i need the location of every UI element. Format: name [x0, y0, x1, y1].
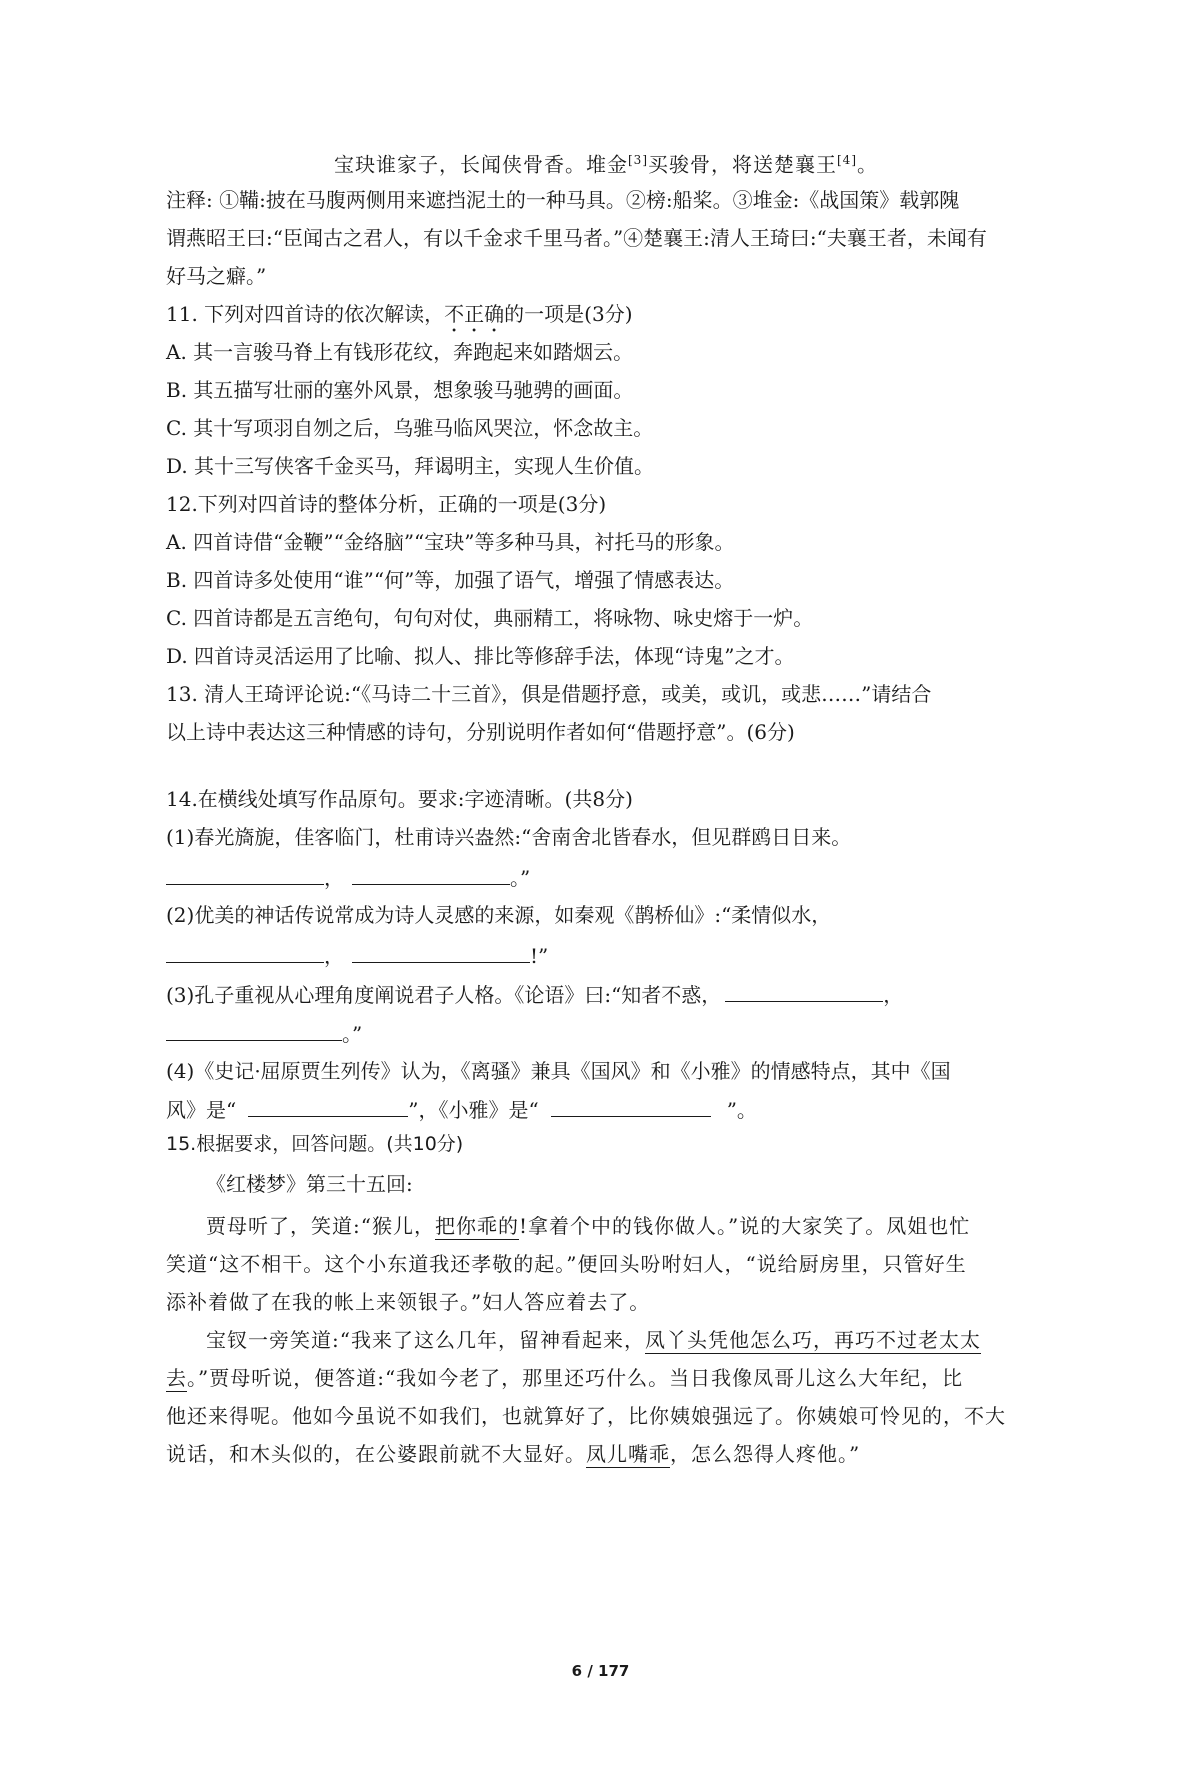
answer-blank[interactable]: [551, 1094, 711, 1117]
answer-blank[interactable]: [166, 1018, 342, 1041]
answer-blank[interactable]: [248, 1094, 408, 1117]
q14-part-1: (1)春光旖旎，佳客临门，杜甫诗兴盎然:“舍南舍北皆春水，但见群鸥日日来。: [166, 825, 852, 849]
answer-blank[interactable]: [352, 862, 510, 885]
page-number: 6 / 177: [571, 1662, 630, 1680]
answer-blank[interactable]: [352, 940, 530, 963]
q14-part-2: (2)优美的神话传说常成为诗人灵感的来源，如秦观《鹊桥仙》:“柔情似水，: [166, 903, 832, 927]
q12-option-d: D. 四首诗灵活运用了比喻、拟人、排比等修辞手法，体现“诗鬼”之才。: [166, 644, 795, 668]
q11-option-d: D. 其十三写侠客千金买马，拜谒明主，实现人生价值。: [166, 454, 655, 478]
q14-part-3-blanks: 。”: [166, 1018, 1046, 1048]
q15-para2-line-3: 他还来得呢。他如今虽说不如我们，也就算好了，比你姨娘强远了。你姨娘可怜见的，不大: [166, 1404, 1006, 1428]
q14-stem: 14.在横线处填写作品原句。要求:字迹清晰。(共8分): [166, 787, 633, 811]
q14-part-4-blanks: 风》是“ ”，《小雅》是“ ”。: [166, 1094, 1046, 1124]
q11-option-b: B. 其五描写壮丽的塞外风景，想象骏马驰骋的画面。: [166, 378, 634, 402]
q11-option-c: C. 其十写项羽自刎之后，乌骓马临风哭泣，怀念故主。: [166, 416, 654, 440]
notes-line-1: 注释: ①鞴:披在马腹两侧用来遮挡泥土的一种马具。②榜:船桨。③堆金:《战国策》载郭隗: [166, 188, 960, 212]
answer-blank[interactable]: [725, 979, 883, 1002]
q12-option-b: B. 四首诗多处使用“谁”“何”等，加强了语气，增强了情感表达。: [166, 568, 735, 592]
q13-line-1: 13. 清人王琦评论说:“《马诗二十三首》，俱是借题抒意，或美，或讥，或悲……”请结合: [166, 682, 932, 706]
q11-stem: 11. 下列对四首诗的依次解读，不正确的一项是(3分): [166, 302, 633, 326]
q14-part-1-blanks: ， 。”: [166, 862, 1046, 892]
answer-blank[interactable]: [166, 862, 324, 885]
q15-para2-line-1: 宝钗一旁笑道:“我来了这么几年，留神看起来，凤丫头凭他怎么巧，再巧不过老太太: [206, 1328, 981, 1352]
q15-para1-line-1: 贾母听了，笑道:“猴儿，把你乖的!拿着个中的钱你做人。”说的大家笑了。凤姐也忙: [206, 1214, 971, 1238]
q15-stem: 15.根据要求，回答问题。(共10分): [166, 1133, 464, 1155]
answer-blank[interactable]: [166, 940, 324, 963]
q12-option-a: A. 四首诗借“金鞭”“金络脑”“宝玦”等多种马具，衬托马的形象。: [166, 530, 735, 554]
q11-emphasis: 不正确: [444, 302, 505, 326]
q12-option-c: C. 四首诗都是五言绝句，句句对仗，典丽精工，将咏物、咏史熔于一炉。: [166, 606, 814, 630]
q14-part-4: (4)《史记·屈原贾生列传》认为，《离骚》兼具《国风》和《小雅》的情感特点，其中《国: [166, 1059, 951, 1083]
poem-line: 宝玦谁家子，长闻侠骨香。堆金[3]买骏骨，将送楚襄王[4]。: [334, 152, 878, 177]
notes-line-2: 谓燕昭王曰:“臣闻古之君人，有以千金求千里马者。”④楚襄王:清人王琦曰:“夫襄王者，未闻有: [166, 226, 987, 250]
q15-para1-line-3: 添补着做了在我的帐上来领银子。”妇人答应着去了。: [166, 1290, 651, 1314]
q15-para1-line-2: 笑道“这不相干。这个小东道我还孝敬的起。”便回头吩咐妇人，“说给厨房里，只管好生: [166, 1252, 967, 1276]
q15-para2-line-2: 去。”贾母听说，便答道:“我如今老了，那里还巧什么。当日我像凤哥儿这么大年纪，比: [166, 1366, 964, 1390]
notes-line-3: 好马之癖。”: [166, 264, 267, 288]
q14-part-2-blanks: ， !”: [166, 940, 1046, 970]
q12-stem: 12.下列对四首诗的整体分析，正确的一项是(3分): [166, 492, 607, 516]
q13-line-2: 以上诗中表达这三种情感的诗句，分别说明作者如何“借题抒意”。(6分): [166, 720, 795, 744]
q15-chapter: 《红楼梦》第三十五回:: [206, 1172, 413, 1196]
q14-part-3: (3)孔子重视从心理角度阐说君子人格。《论语》曰:“知者不惑， ，: [166, 979, 1046, 1009]
q11-option-a: A. 其一言骏马脊上有钱形花纹，奔跑起来如踏烟云。: [166, 340, 634, 364]
q15-para2-line-4: 说话，和木头似的，在公婆跟前就不大显好。凤儿嘴乖，怎么怨得人疼他。”: [166, 1442, 861, 1466]
